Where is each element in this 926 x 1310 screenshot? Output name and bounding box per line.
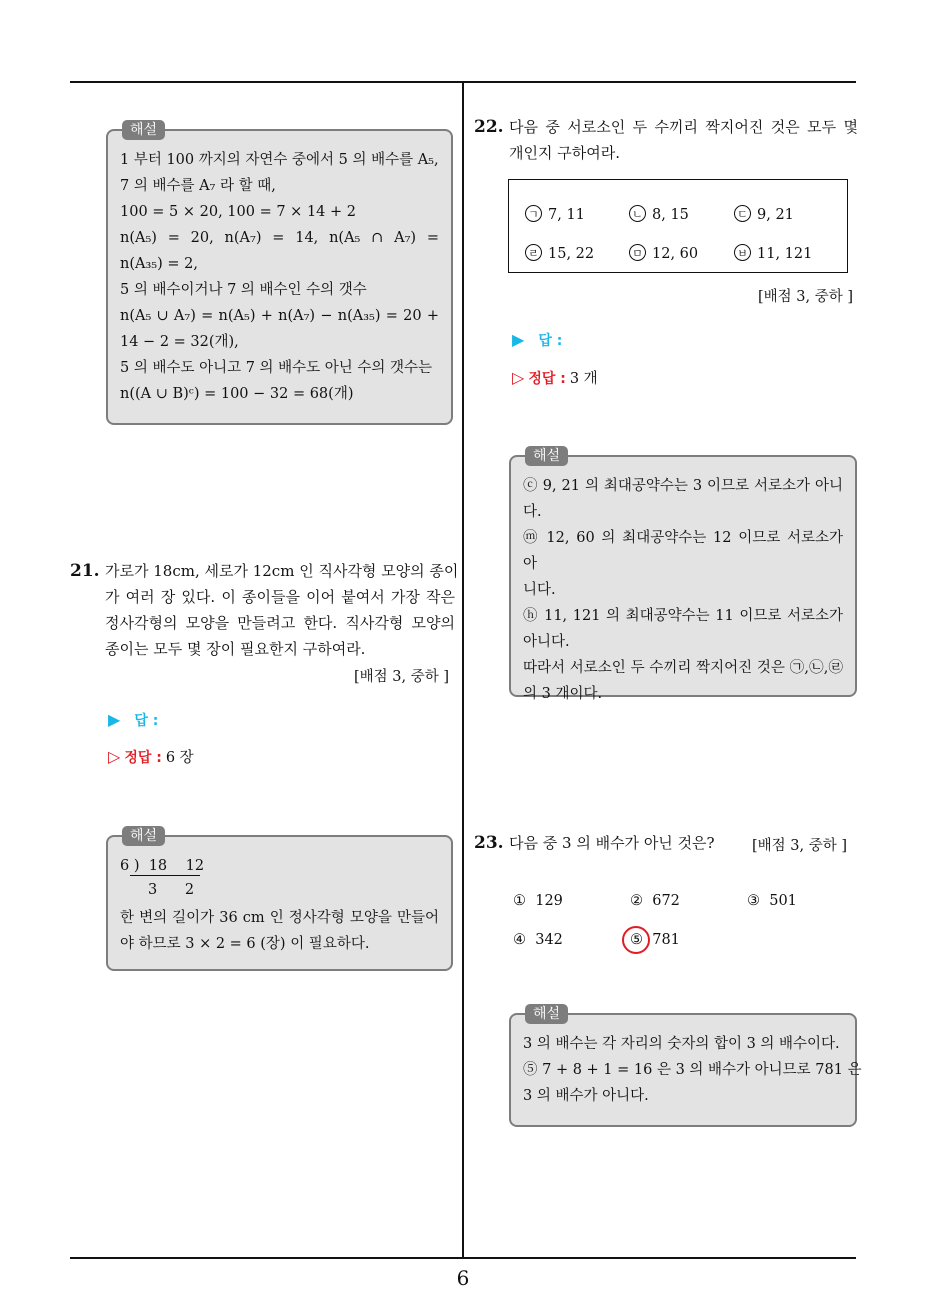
explanation-tag: 해설 (122, 120, 165, 140)
explanation-line: n(A₅) = 20, n(A₇) = 14, n(A₅ ∩ A₇) = (120, 230, 439, 246)
question-number: 21. (70, 561, 100, 581)
correct-label: 정답 : (124, 750, 162, 766)
question-line: 다음 중 서로소인 두 수끼리 짝지어진 것은 모두 몇 (509, 118, 858, 136)
question-21 (70, 558, 459, 662)
choice-item (525, 244, 594, 262)
choice-value: 15, 22 (548, 246, 595, 262)
answer-label: 답 : (538, 333, 563, 349)
choice-mark: ㅁ (629, 244, 646, 261)
explanation-line: 100 = 5 × 20, 100 = 7 × 14 + 2 (120, 204, 356, 220)
correct-value: 6 장 (165, 750, 194, 766)
explanation-line: 14 − 2 = 32(개), (120, 334, 239, 350)
option-mark: ① (513, 893, 526, 909)
explanation-line: ⓜ 12, 60 의 최대공약수는 12 이므로 서로소가 아 (523, 530, 843, 572)
q23-explanation-box (509, 1006, 862, 1127)
correct-arrow-icon: ▷ (108, 747, 121, 766)
choice-value: 12, 60 (652, 246, 699, 262)
explanation-line: 아니다. (523, 634, 570, 650)
choice-value: 9, 21 (757, 207, 794, 223)
q22-explanation-box (509, 448, 857, 702)
answer-arrow-icon: ▶ (108, 710, 121, 729)
choice-value: 7, 11 (548, 207, 585, 223)
choice-item (629, 205, 689, 223)
explanation-line: ⑤ 7 + 8 + 1 = 16 은 3 의 배수가 아니므로 781 은 (523, 1062, 862, 1078)
explanation-line: ⓒ 9, 21 의 최대공약수는 3 이므로 서로소가 아니 (523, 478, 843, 494)
explanation-line: 다. (523, 504, 542, 520)
explanation-line: 3 의 배수가 아니다. (523, 1088, 649, 1104)
q22-score: [배점 3, 중하 ] (758, 289, 854, 305)
explanation-line: 7 의 배수를 A₇ 라 할 때, (120, 178, 276, 194)
correct-answer-circle-icon (622, 926, 650, 954)
question-23 (474, 830, 744, 856)
division-line (130, 875, 200, 876)
choice-item (525, 205, 585, 223)
option-item (513, 932, 563, 948)
explanation-line: n(A₃₅) = 2, (120, 256, 198, 272)
option-value: 672 (652, 893, 680, 909)
explanation-tag: 해설 (525, 1004, 568, 1024)
explanation-line: n(A₅ ∪ A₇) = n(A₅) + n(A₇) − n(A₃₅) = 20 + (120, 308, 439, 324)
option-value: 342 (535, 932, 563, 948)
option-item (630, 893, 680, 909)
choice-value: 11, 121 (757, 246, 813, 262)
explanation-line: 1 부터 100 까지의 자연수 중에서 5 의 배수를 A₅, (120, 152, 439, 168)
explanation-line: 한 변의 길이가 36 cm 인 정사각형 모양을 만들어 (120, 910, 439, 926)
column-divider (462, 82, 464, 1258)
option-value: 781 (652, 932, 680, 948)
option-mark: ③ (747, 893, 760, 909)
question-line: 다음 중 3 의 배수가 아닌 것은? (509, 834, 715, 852)
q21-score: [배점 3, 중하 ] (354, 669, 450, 685)
explanation-line: 의 3 개이다. (523, 686, 603, 702)
explanation-line: 3 의 배수는 각 자리의 숫자의 합이 3 의 배수이다. (523, 1036, 840, 1052)
question-line: 가로가 18cm, 세로가 12cm 인 직사각형 모양의 종이 (105, 562, 459, 580)
explanation-line: 야 하므로 3 × 2 = 6 (장) 이 필요하다. (120, 936, 370, 952)
choice-mark: ㄱ (525, 205, 542, 222)
explanation-line: 따라서 서로소인 두 수끼리 짝지어진 것은 ㉠,㉡,㉣ (523, 660, 843, 676)
correct-value: 3 개 (569, 371, 598, 387)
explanation-tag: 해설 (525, 446, 568, 466)
explanation-tag: 해설 (122, 826, 165, 846)
q23-score: [배점 3, 중하 ] (752, 838, 848, 854)
choice-mark: ㅂ (734, 244, 751, 261)
division-work (120, 853, 439, 905)
explanation-line: ⓗ 11, 121 의 최대공약수는 11 이므로 서로소가 (523, 608, 843, 624)
answer-label: 답 : (134, 713, 159, 729)
question-line: 개인지 구하여라. (509, 144, 620, 162)
option-value: 501 (769, 893, 797, 909)
choice-item (629, 244, 698, 262)
option-item (747, 893, 797, 909)
question-line: 가 여러 장 있다. 이 종이들을 이어 붙여서 가장 작은 (105, 588, 455, 606)
choice-mark: ㄹ (525, 244, 542, 261)
q22-answer-row (512, 330, 562, 350)
choice-value: 8, 15 (652, 207, 689, 223)
division-top: 6 ) 18 12 (120, 858, 205, 874)
q21-explanation-box (106, 828, 453, 971)
choice-item (734, 205, 794, 223)
bottom-rule (70, 1257, 856, 1259)
question-22 (474, 114, 858, 166)
choice-mark: ㄴ (629, 205, 646, 222)
explanation-line: 5 의 배수도 아니고 7 의 배수도 아닌 수의 갯수는 (120, 360, 433, 376)
choice-mark: ㄷ (734, 205, 751, 222)
option-mark: ④ (513, 932, 526, 948)
question-line: 종이는 모두 몇 장이 필요한지 구하여라. (105, 640, 366, 658)
q22-choice-box (508, 179, 848, 273)
explanation-line: 니다. (523, 582, 556, 598)
correct-label: 정답 : (528, 371, 566, 387)
option-value: 129 (535, 893, 563, 909)
q21-answer-row (108, 710, 158, 730)
q20-explanation-box (106, 122, 453, 425)
explanation-line: 5 의 배수이거나 7 의 배수인 수의 갯수 (120, 282, 367, 298)
q21-correct-row (108, 746, 194, 767)
option-mark: ② (630, 893, 643, 909)
choice-item (734, 244, 812, 262)
division-bottom: 3 2 (148, 882, 195, 898)
question-number: 22. (474, 117, 504, 137)
option-item (513, 893, 563, 909)
explanation-line: n((A ∪ B)ᶜ) = 100 − 32 = 68(개) (120, 386, 354, 402)
option-mark: ⑤ (630, 932, 643, 948)
correct-arrow-icon: ▷ (512, 368, 525, 387)
page-number: 6 (456, 1266, 470, 1290)
question-number: 23. (474, 833, 504, 853)
answer-arrow-icon: ▶ (512, 330, 525, 349)
q22-correct-row (512, 367, 598, 388)
question-line: 정사각형의 모양을 만들려고 한다. 직사각형 모양의 (105, 614, 455, 632)
